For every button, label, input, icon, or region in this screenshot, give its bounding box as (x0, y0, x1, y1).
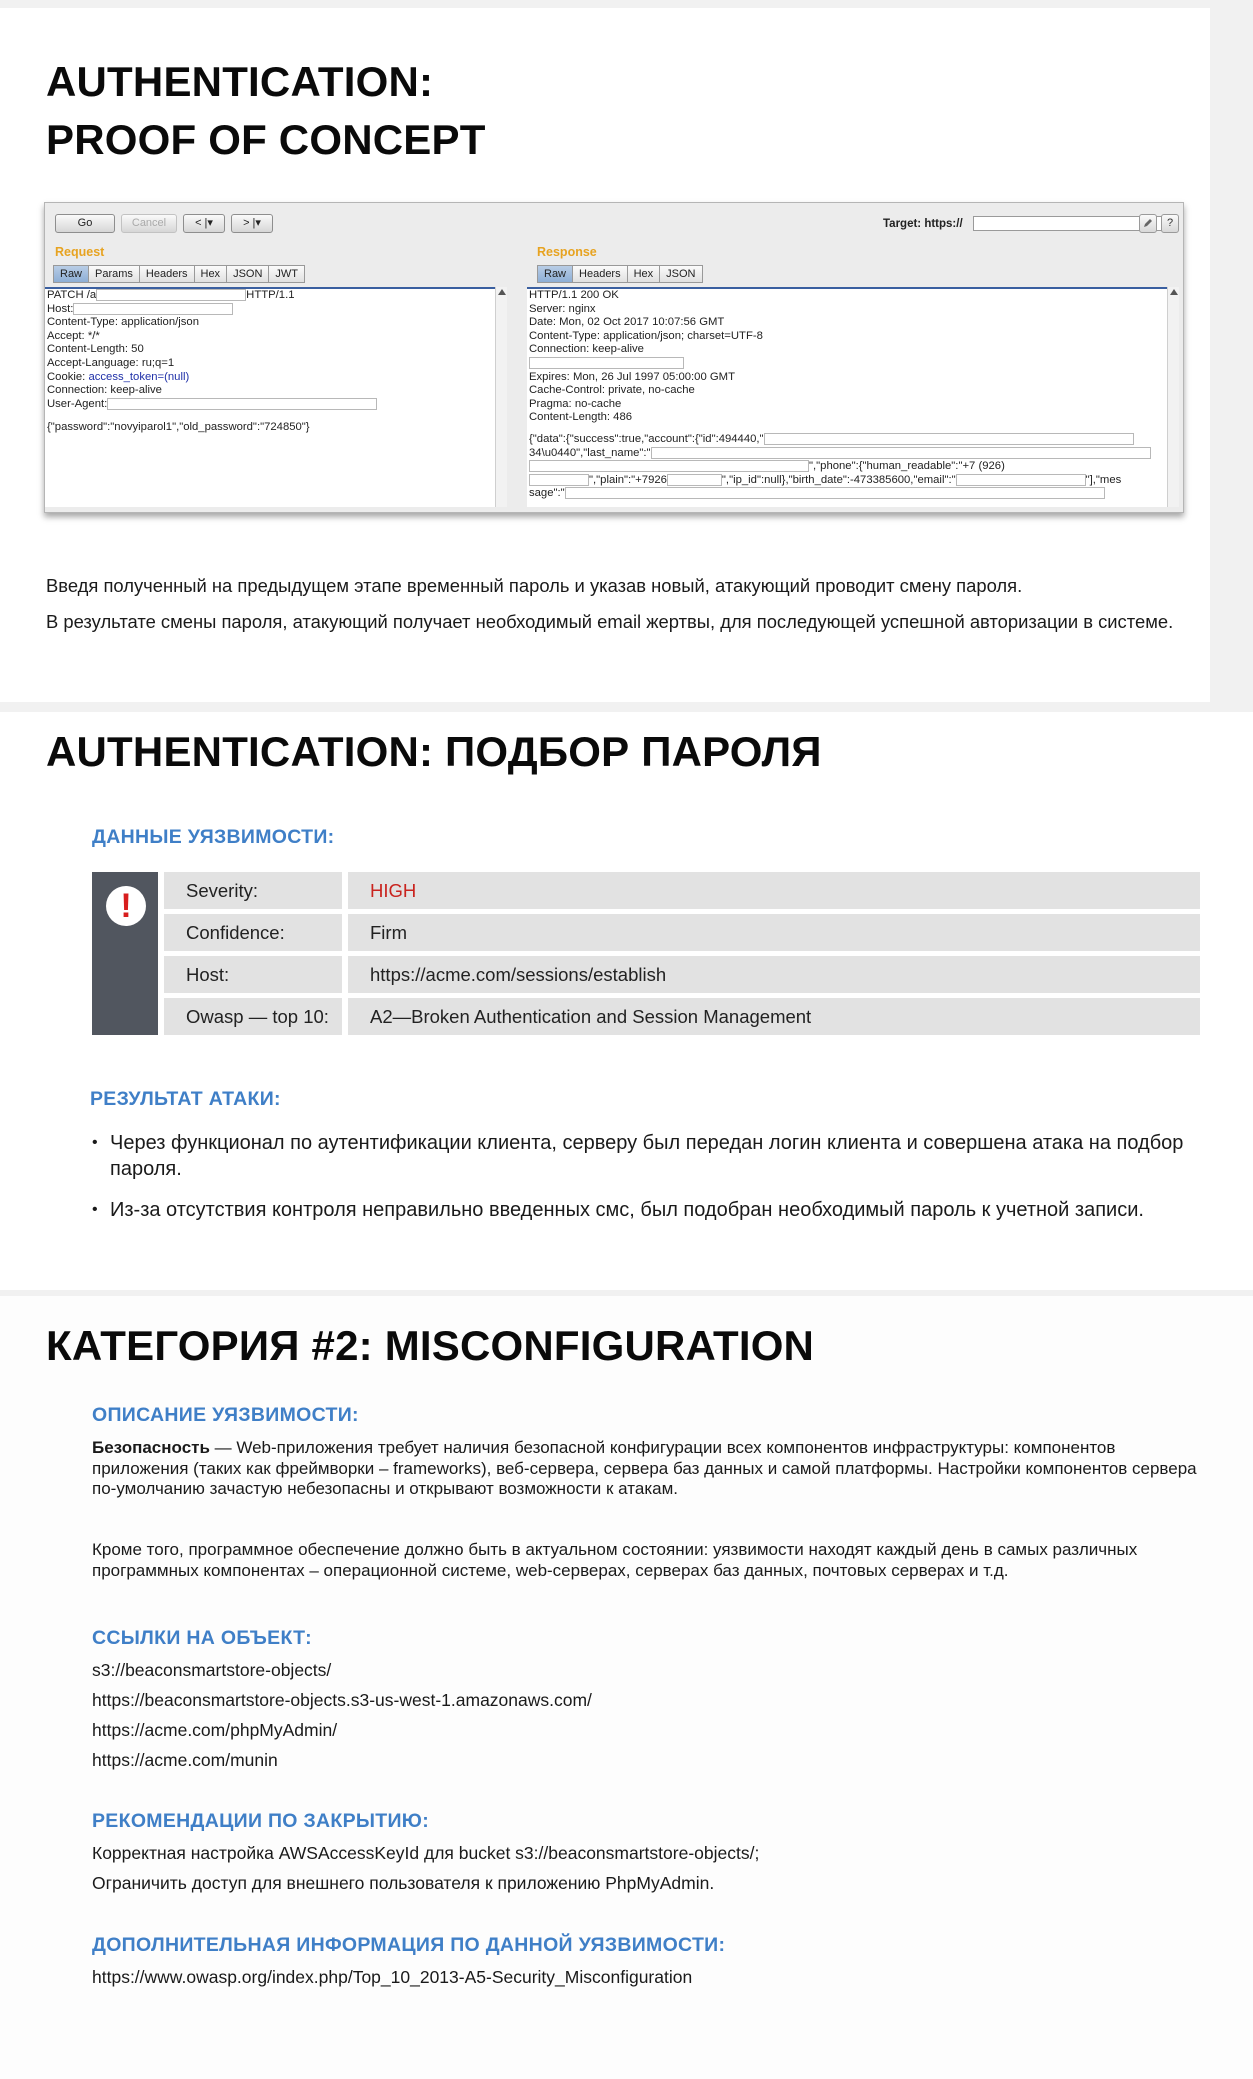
description-bold-term: Безопасность (92, 1438, 210, 1457)
response-line: Content-Type: application/json; charset=UTF-8 (529, 329, 763, 342)
help-button[interactable]: ? (1161, 214, 1179, 233)
forward-button[interactable]: > |▾ (231, 214, 273, 233)
confidence-value: Firm (348, 914, 1200, 951)
row-label: Confidence: (164, 914, 342, 951)
vuln-data-table (92, 872, 1200, 1035)
recommendation-item: Ограничить доступ для внешнего пользователя к приложению PhpMyAdmin. (92, 1873, 715, 1893)
response-tab-raw[interactable]: Raw (537, 265, 572, 283)
response-tab-hex[interactable]: Hex (627, 265, 660, 283)
request-tab-params[interactable]: Params (88, 265, 139, 283)
request-line: Content-Length: 50 (47, 343, 144, 356)
paragraph-email-obtained: В результате смены пароля, атакующий получает необходимый email жертвы, для последующей успешной авторизации в системе. (46, 611, 1174, 632)
slide-title: КАТЕГОРИЯ #2: MISCONFIGURATION (46, 1322, 815, 1369)
exclamation-icon: ! (106, 886, 146, 926)
object-link[interactable]: https://acme.com/munin (92, 1750, 278, 1770)
list-item-text: Через функционал по аутентификации клиента, серверу был передан логин клиента и совершена атака на подбор пароля. (110, 1132, 1184, 1180)
slide-proof-of-concept (0, 8, 1210, 702)
slide-password-bruteforce: AUTHENTICATION: ПОДБОР ПАРОЛЯ ДАННЫЕ УЯЗВИМОСТИ: ! Severity: HIGH Confidence: Firm Host: https://acme.com/sessions/establish Owasp — top 10: A2—Broken Authentication and Session Management РЕЗУЛЬТАТ АТАКИ: • Через функционал по аутентификации клиента, серверу был передан логин клиента и совершена атака на подбор пароля. • Из-за отсутствия контроля неправильно введенных смс, был подобран необходимый пароль к учетной записи. (0, 712, 1253, 1290)
request-editor[interactable] (45, 287, 495, 507)
row-label: Owasp — top 10: (164, 998, 342, 1035)
back-button[interactable]: < |▾ (183, 214, 225, 233)
slide-misconfiguration (0, 1296, 1253, 2079)
response-line: HTTP/1.1 200 OK (529, 289, 619, 301)
request-line: PATCH /a HTTP/1.1 (47, 289, 295, 301)
request-tab-headers[interactable]: Headers (139, 265, 194, 283)
request-tab-raw[interactable]: Raw (53, 265, 88, 283)
response-body-line: 34\u0440","last_name":" (527, 447, 1167, 461)
attack-result-heading: РЕЗУЛЬТАТ АТАКИ: (90, 1088, 281, 1110)
request-tab-json[interactable]: JSON (226, 265, 268, 283)
vuln-description: Безопасность — Web-приложения требует наличия безопасной конфигурации всех компонентов инфраструктуры: компонентов приложения (таких как фреймворки – frameworks), веб-сервера, сервера баз данных и самой платформы. Настройки компонентов сервера по-умолчанию зачастую небезопасны и открывают возможности к атакам. (92, 1438, 1197, 1498)
list-item-text: Из-за отсутствия контроля неправильно введенных смс, был подобран необходимый пароль к учетной записи. (110, 1199, 1144, 1221)
object-links-heading: ССЫЛКИ НА ОБЪЕКТ: (92, 1627, 312, 1649)
request-line: Host: (45, 303, 495, 317)
response-body-line: ","phone":{"human_readable":"+7 (926) (527, 460, 1167, 474)
response-tabs (537, 265, 703, 283)
response-body-line: ","plain":"+7926 ","ip_id":null},"birth_date":-473385600,"email":" "],"mes (527, 474, 1167, 488)
pencil-icon[interactable] (1139, 214, 1157, 233)
request-line: Cookie: access_token=(null) (47, 370, 190, 383)
request-scrollbar[interactable] (495, 287, 507, 507)
response-viewer[interactable] (527, 287, 1167, 507)
additional-info-heading: ДОПОЛНИТЕЛЬНАЯ ИНФОРМАЦИЯ ПО ДАННОЙ УЯЗВИМОСТИ: (92, 1934, 726, 1956)
response-tab-json[interactable]: JSON (659, 265, 702, 283)
response-line: Cache-Control: private, no-cache (529, 384, 695, 397)
object-link[interactable]: https://acme.com/phpMyAdmin/ (92, 1720, 338, 1740)
recommendations-heading: РЕКОМЕНДАЦИИ ПО ЗАКРЫТИЮ: (92, 1810, 430, 1832)
response-scrollbar[interactable] (1167, 287, 1179, 507)
slide-title-line1: AUTHENTICATION: (46, 58, 434, 105)
target-label: Target: https:// (883, 218, 963, 230)
severity-value: HIGH (348, 872, 1200, 909)
host-value: https://acme.com/sessions/establish (348, 956, 1200, 993)
request-line: Accept: */* (47, 329, 100, 342)
recommendation-item: Корректная настройка AWSAccessKeyId для bucket s3://beaconsmartstore-objects/; (92, 1843, 760, 1863)
row-label: Severity: (164, 872, 342, 909)
request-tab-hex[interactable]: Hex (194, 265, 227, 283)
response-body-line: sage":" (527, 487, 1167, 501)
response-line: Content-Length: 486 (529, 411, 633, 424)
response-line (527, 357, 1167, 371)
burp-repeater-panel (44, 202, 1184, 513)
go-button[interactable]: Go (55, 214, 115, 233)
response-line: Expires: Mon, 26 Jul 1997 05:00:00 GMT (529, 370, 735, 383)
object-link[interactable]: s3://beaconsmartstore-objects/ (92, 1660, 332, 1680)
slide-title: AUTHENTICATION: ПОДБОР ПАРОЛЯ (46, 728, 822, 775)
request-tabs (53, 265, 305, 283)
request-body: {"password":"novyiparol1","old_password":"724850"} (47, 421, 310, 434)
response-body-line: {"data":{"success":true,"account":{"id":494440," (527, 433, 1167, 447)
vuln-description-heading: ОПИСАНИЕ УЯЗВИМОСТИ: (92, 1404, 359, 1426)
response-line: Connection: keep-alive (529, 343, 644, 356)
request-line: User-Agent: (45, 398, 495, 412)
response-line: Pragma: no-cache (529, 397, 622, 410)
response-label: Response (537, 245, 597, 259)
request-line: Connection: keep-alive (47, 384, 162, 397)
owasp-reference-link[interactable]: https://www.owasp.org/index.php/Top_10_2013-A5-Security_Misconfiguration (92, 1967, 693, 1987)
request-tab-jwt[interactable]: JWT (268, 265, 305, 283)
object-link[interactable]: https://beaconsmartstore-objects.s3-us-west-1.amazonaws.com/ (92, 1690, 592, 1710)
paragraph-password-change: Введя полученный на предыдущем этапе временный пароль и указав новый, атакующий проводит смену пароля. (46, 575, 1023, 596)
request-label: Request (55, 245, 105, 259)
owasp-value: A2—Broken Authentication and Session Management (348, 998, 1200, 1035)
alert-sidebar (92, 872, 158, 1035)
row-label: Host: (164, 956, 342, 993)
response-tab-headers[interactable]: Headers (572, 265, 627, 283)
vuln-description-extra: Кроме того, программное обеспечение должно быть в актуальном состоянии: уязвимости находят каждый день в самых различных программных компонентах – операционной системе, web-серверах, серверах баз данных, почтовых серверах и т.д. (92, 1540, 1138, 1580)
vuln-data-heading: ДАННЫЕ УЯЗВИМОСТИ: (92, 826, 335, 848)
response-line: Date: Mon, 02 Oct 2017 10:07:56 GMT (529, 316, 725, 329)
slide-title-line2: PROOF OF CONCEPT (46, 116, 486, 163)
request-line: Content-Type: application/json (47, 316, 199, 329)
response-line: Server: nginx (529, 302, 596, 315)
cancel-button[interactable]: Cancel (121, 214, 177, 233)
request-line: Accept-Language: ru;q=1 (47, 356, 175, 369)
